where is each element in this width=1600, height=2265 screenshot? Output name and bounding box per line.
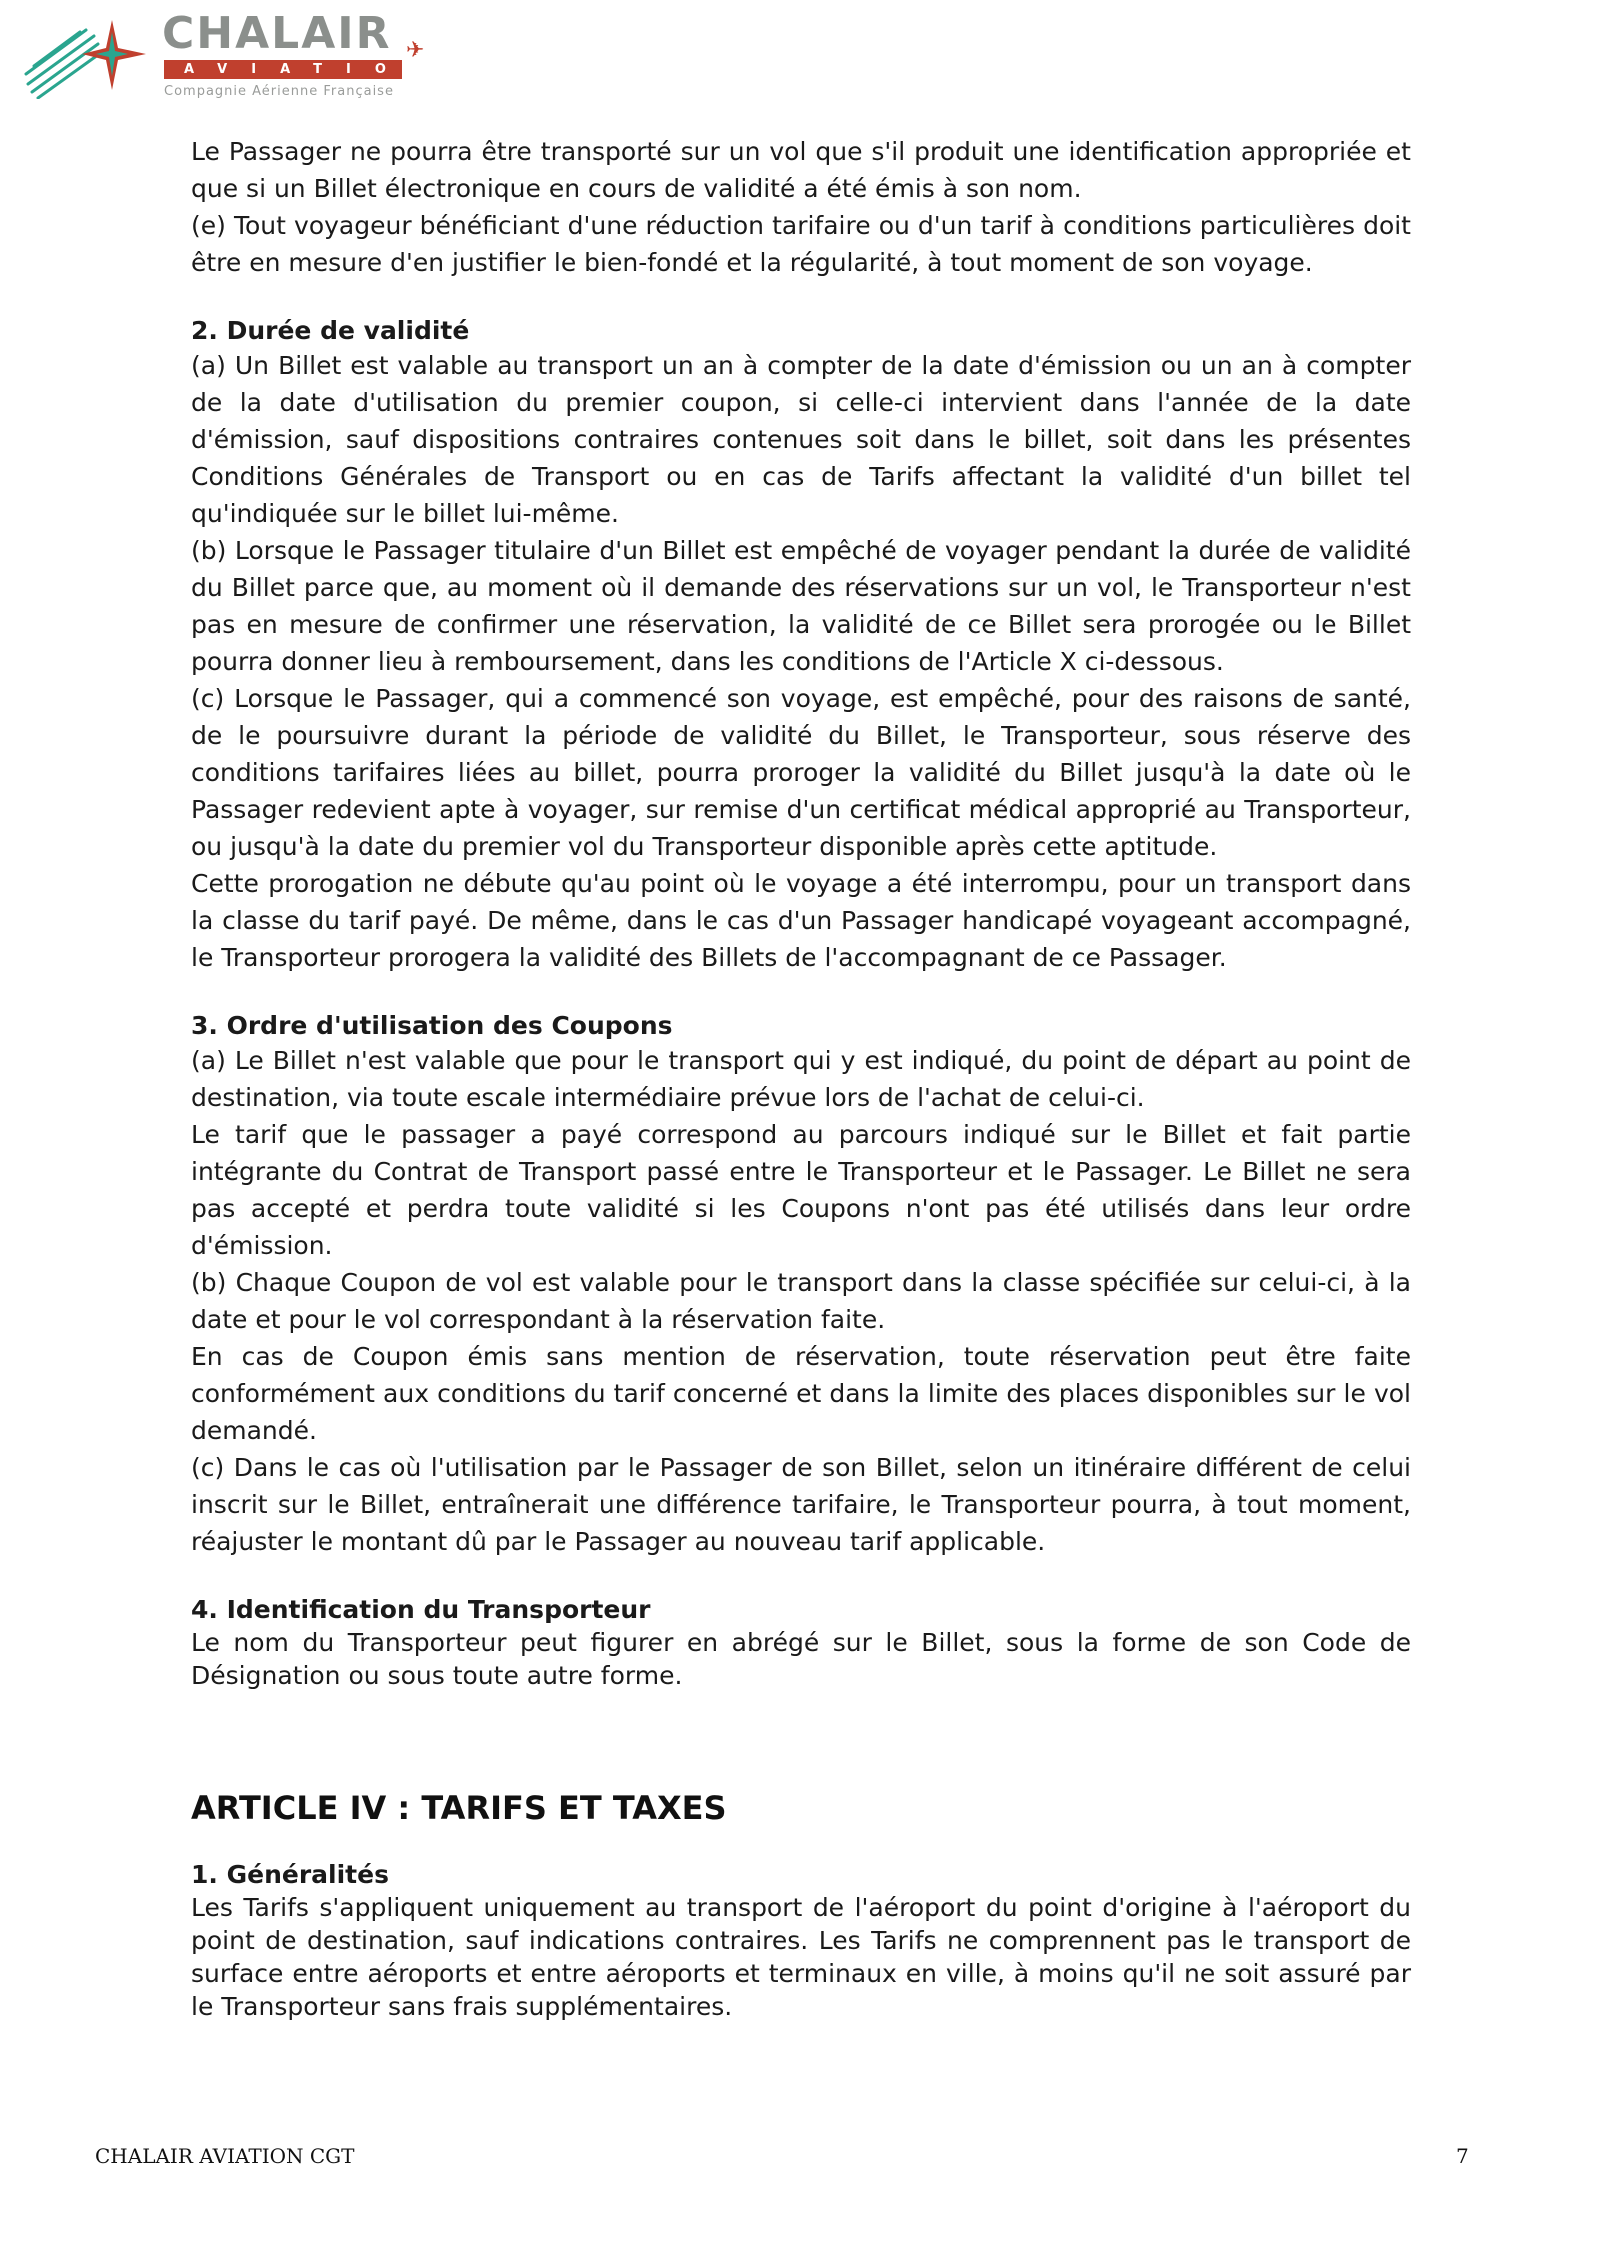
document-body bbox=[191, 133, 1411, 2023]
paragraph: Cette prorogation ne débute qu'au point où le voyage a été interrompu, pour un transport dans la classe du tarif payé. De même, dans le cas d'un Passager handicapé voyageant accompagné, le Transporteur prorogera la validité des Billets de l'accompagnant de ce Passager. bbox=[191, 869, 1411, 972]
paragraph: Les Tarifs s'appliquent uniquement au transport de l'aéroport du point d'origine à l'aéroport du point de destination, sauf indications contraires. Les Tarifs ne comprennent pas le transport de surface entre aéroports et entre aéroports et terminaux en ville, à moins qu'il ne soit assuré par le Transporteur sans frais supplémentaires. bbox=[191, 1893, 1411, 2021]
section-heading: 3. Ordre d'utilisation des Coupons bbox=[191, 1011, 673, 1040]
paragraph: Le tarif que le passager a payé correspond au parcours indiqué sur le Billet et fait partie intégrante du Contrat de Transport passé entre le Transporteur et le Passager. Le Billet ne sera pas accepté et perdra toute validité si les Coupons n'ont pas été utilisés dans leur ordre d'émission. bbox=[191, 1120, 1411, 1260]
plane-icon: ✈ bbox=[406, 38, 425, 63]
paragraph: Le Passager ne pourra être transporté sur un vol que s'il produit une identification appropriée et que si un Billet électronique en cours de validité a été émis à son nom. bbox=[191, 137, 1411, 203]
section-heading: 4. Identification du Transporteur bbox=[191, 1595, 651, 1624]
footer-document-title: CHALAIR AVIATION CGT bbox=[95, 2144, 355, 2168]
paragraph: (c) Lorsque le Passager, qui a commencé son voyage, est empêché, pour des raisons de santé, de le poursuivre durant la période de validité du Billet, le Transporteur, sous réserve des conditions tarifaires liées au billet, pourra proroger la validité du Billet jusqu'à la date où le Passager redevient apte à voyager, sur remise d'un certificat médical approprié au Transporteur, ou jusqu'à la date du premier vol du Transporteur disponible après cette aptitude. bbox=[191, 684, 1411, 861]
company-logo bbox=[24, 8, 445, 102]
paragraph: (b) Lorsque le Passager titulaire d'un Billet est empêché de voyager pendant la durée de validité du Billet parce que, au moment où il demande des réservations sur un vol, le Transporteur n'est pas en mesure de confirmer une réservation, la validité de ce Billet sera prorogée ou le Billet pourra donner lieu à remboursement, dans les conditions de l'Article X ci-dessous. bbox=[191, 536, 1411, 676]
paragraph: (a) Un Billet est valable au transport un an à compter de la date d'émission ou un an à compter de la date d'utilisation du premier coupon, si celle-ci intervient dans l'année de la date d'émission, sauf dispositions contraires contenues soit dans le billet, soit dans les présentes Conditions Générales de Transport ou en cas de Tarifs affectant la validité d'un billet tel qu'indiquée sur le billet lui-même. bbox=[191, 351, 1411, 528]
logo-aviation-bar: AVIATION bbox=[164, 60, 402, 79]
paragraph: En cas de Coupon émis sans mention de réservation, toute réservation peut être faite conformément aux conditions du tarif concerné et dans la limite des places disponibles sur le vol demandé. bbox=[191, 1342, 1411, 1445]
section-heading: 2. Durée de validité bbox=[191, 316, 470, 345]
paragraph: (e) Tout voyageur bénéficiant d'une réduction tarifaire ou d'un tarif à conditions particulières doit être en mesure d'en justifier le bien-fondé et la régularité, à tout moment de son voyage. bbox=[191, 211, 1411, 277]
section-heading: 1. Généralités bbox=[191, 1860, 389, 1889]
paragraph: (b) Chaque Coupon de vol est valable pour le transport dans la classe spécifiée sur celui-ci, à la date et pour le vol correspondant à la réservation faite. bbox=[191, 1268, 1411, 1334]
paragraph: (a) Le Billet n'est valable que pour le transport qui y est indiqué, du point de départ au point de destination, via toute escale intermédiaire prévue lors de l'achat de celui-ci. bbox=[191, 1046, 1411, 1112]
logo-tagline: Compagnie Aérienne Française bbox=[164, 84, 394, 99]
star-logo-icon bbox=[24, 14, 149, 99]
paragraph: Le nom du Transporteur peut figurer en abrégé sur le Billet, sous la forme de son Code de Désignation ou sous toute autre forme. bbox=[191, 1628, 1411, 1690]
logo-wordmark: CHALAIR bbox=[162, 8, 392, 59]
article-heading: ARTICLE IV : TARIFS ET TAXES bbox=[191, 1789, 727, 1827]
paragraph: (c) Dans le cas où l'utilisation par le Passager de son Billet, selon un itinéraire différent de celui inscrit sur le Billet, entraînerait une différence tarifaire, le Transporteur pourra, à tout moment, réajuster le montant dû par le Passager au nouveau tarif applicable. bbox=[191, 1453, 1411, 1556]
page-number: 7 bbox=[1456, 2144, 1469, 2168]
